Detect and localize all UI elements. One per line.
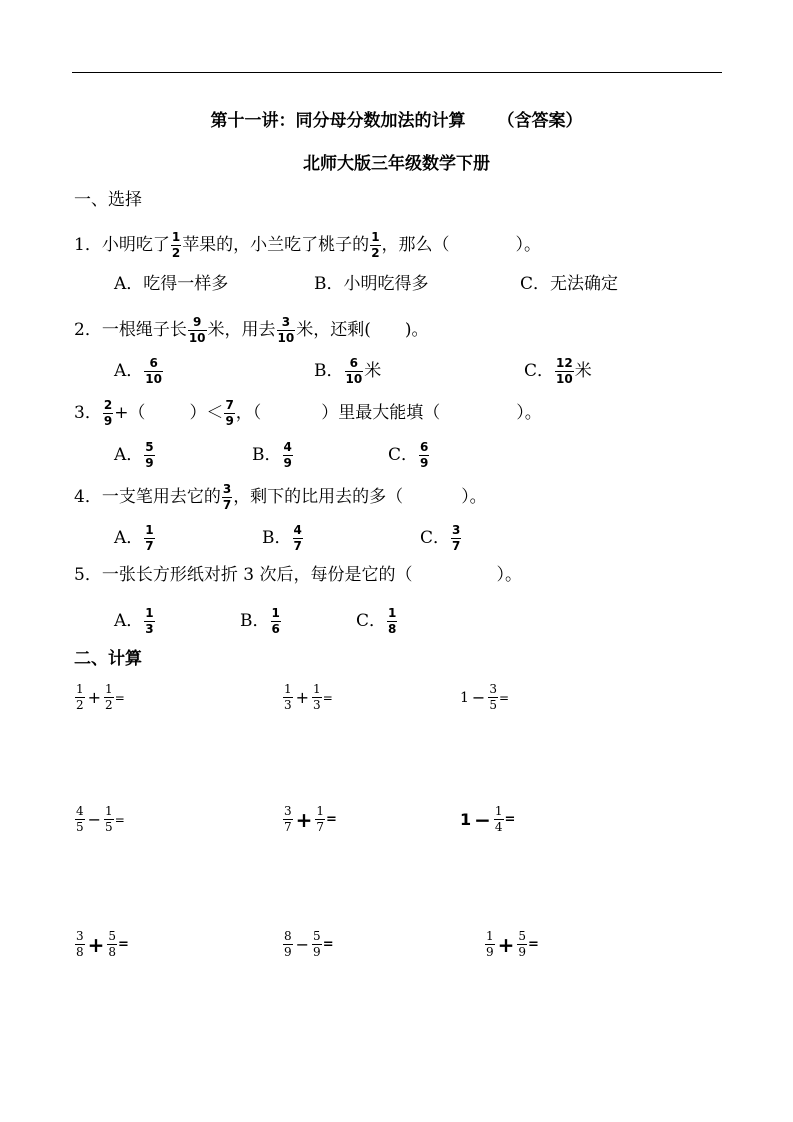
numerator: 1 bbox=[145, 606, 154, 620]
denominator: 2 bbox=[105, 698, 113, 712]
page-title bbox=[0, 106, 793, 131]
option-label: A． bbox=[114, 528, 144, 548]
q2-text: 一根绳子长 bbox=[101, 320, 187, 340]
calc-item-4 bbox=[74, 805, 125, 834]
q3-fraction-1 bbox=[103, 399, 113, 428]
calc-fraction-b bbox=[494, 805, 504, 834]
numerator: 5 bbox=[518, 929, 527, 943]
denominator: 10 bbox=[188, 331, 206, 345]
denominator: 7 bbox=[293, 539, 302, 553]
q3-fraction-2 bbox=[224, 399, 234, 428]
calc-fraction-a bbox=[75, 805, 85, 834]
option-label: B． bbox=[314, 361, 344, 381]
denominator: 9 bbox=[313, 945, 321, 959]
option-label: A． bbox=[114, 361, 144, 381]
numerator: 4 bbox=[293, 523, 302, 537]
denominator: 2 bbox=[171, 246, 181, 260]
numerator: 7 bbox=[225, 398, 234, 412]
calc-fraction-a bbox=[283, 805, 293, 834]
calc-item-1 bbox=[74, 683, 125, 712]
q5-option-b[interactable] bbox=[240, 607, 282, 636]
option-fraction bbox=[451, 524, 461, 553]
numerator: 3 bbox=[284, 804, 292, 818]
option-label: A． bbox=[114, 611, 144, 631]
q2-fraction-2 bbox=[277, 316, 296, 345]
denominator: 10 bbox=[145, 372, 162, 386]
denominator: 8 bbox=[76, 945, 84, 959]
denominator: 6 bbox=[271, 622, 280, 636]
q3-text: +（ bbox=[114, 403, 146, 423]
numerator: 3 bbox=[452, 523, 461, 537]
denominator: 5 bbox=[76, 820, 84, 834]
calc-fraction-a bbox=[75, 930, 85, 959]
whole-number: 1 bbox=[460, 810, 472, 829]
calc-fraction-b bbox=[107, 930, 117, 959]
calc-fraction-a bbox=[485, 930, 495, 959]
denominator: 10 bbox=[345, 372, 363, 386]
equals-sign: = bbox=[114, 812, 125, 827]
equals-sign: = bbox=[528, 937, 539, 952]
minus-sign: − bbox=[295, 935, 310, 954]
option-label: C． bbox=[356, 611, 387, 631]
numerator: 5 bbox=[108, 929, 117, 943]
equals-sign: = bbox=[504, 812, 516, 827]
denominator: 7 bbox=[316, 820, 325, 834]
q2-fraction-1 bbox=[188, 316, 207, 345]
numerator: 9 bbox=[193, 315, 202, 329]
denominator: 2 bbox=[371, 246, 380, 260]
plus-sign: + bbox=[295, 688, 310, 707]
denominator: 9 bbox=[284, 945, 292, 959]
numerator: 1 bbox=[316, 804, 325, 818]
numerator: 1 bbox=[388, 606, 397, 620]
denominator: 2 bbox=[76, 698, 84, 712]
q3-text: ）＜ bbox=[189, 403, 224, 423]
q4-fraction-1 bbox=[222, 483, 232, 512]
numerator: 5 bbox=[313, 929, 321, 943]
denominator: 9 bbox=[225, 414, 234, 428]
q2-option-c[interactable] bbox=[524, 357, 592, 386]
numerator: 1 bbox=[76, 682, 84, 696]
plus-sign: + bbox=[295, 807, 313, 832]
q1-option-c[interactable]: C．无法确定 bbox=[520, 274, 619, 294]
option-fraction bbox=[293, 524, 303, 553]
q1-fraction-1 bbox=[171, 231, 181, 260]
q5-number: 5． bbox=[74, 565, 102, 585]
option-label: A． bbox=[114, 445, 144, 465]
numerator: 1 bbox=[105, 804, 113, 818]
option-label: C． bbox=[524, 361, 555, 381]
q3-text: ，（ bbox=[235, 403, 262, 423]
calc-fraction-a bbox=[283, 683, 293, 712]
calc-fraction-b bbox=[315, 805, 325, 834]
q4-text: ）。 bbox=[461, 487, 487, 507]
calc-item-7 bbox=[74, 930, 129, 959]
option-fraction bbox=[144, 441, 154, 470]
q2-text: )。 bbox=[404, 320, 429, 340]
plus-sign: + bbox=[497, 932, 515, 957]
question-2 bbox=[74, 316, 429, 345]
denominator: 7 bbox=[452, 539, 461, 553]
numerator: 1 bbox=[171, 230, 181, 244]
numerator: 1 bbox=[271, 606, 280, 620]
numerator: 12 bbox=[556, 356, 573, 370]
numerator: 1 bbox=[486, 929, 494, 943]
q4-option-b[interactable] bbox=[262, 524, 304, 553]
calc-fraction-a bbox=[75, 683, 85, 712]
equals-sign: = bbox=[118, 937, 129, 952]
page-subtitle: 北师大版三年级数学下册 bbox=[303, 154, 490, 174]
denominator: 9 bbox=[103, 414, 113, 428]
plus-sign: + bbox=[87, 932, 105, 957]
q1-number: 1． bbox=[74, 235, 102, 255]
q1-text: 小明吃了 bbox=[101, 235, 170, 255]
option-fraction bbox=[419, 441, 429, 470]
denominator: 7 bbox=[145, 539, 154, 553]
equals-sign: = bbox=[322, 690, 333, 705]
numerator: 1 bbox=[371, 230, 380, 244]
numerator: 3 bbox=[489, 682, 497, 696]
numerator: 6 bbox=[349, 356, 359, 370]
q1-fraction-2 bbox=[370, 231, 380, 260]
plus-sign: + bbox=[87, 688, 102, 707]
denominator: 9 bbox=[283, 456, 292, 470]
q1-text: ）。 bbox=[515, 235, 542, 255]
q4-option-c[interactable] bbox=[420, 524, 462, 553]
option-label: C． bbox=[420, 528, 451, 548]
q3-option-c[interactable] bbox=[388, 441, 430, 470]
denominator: 10 bbox=[556, 372, 573, 386]
numerator: 8 bbox=[284, 929, 292, 943]
calc-fraction-b bbox=[312, 683, 322, 712]
option-fraction bbox=[144, 524, 154, 553]
denominator: 7 bbox=[222, 498, 232, 512]
denominator: 8 bbox=[388, 622, 397, 636]
denominator: 3 bbox=[313, 698, 321, 712]
q3-option-b[interactable] bbox=[252, 441, 294, 470]
q3-text: ）里最大能填（ bbox=[321, 403, 441, 423]
numerator: 3 bbox=[222, 482, 232, 496]
denominator: 4 bbox=[494, 820, 503, 834]
calc-fraction-b bbox=[312, 930, 322, 959]
q1-option-a[interactable]: A．吃得一样多 bbox=[114, 274, 229, 294]
calc-item-3 bbox=[460, 683, 509, 712]
denominator: 5 bbox=[489, 698, 497, 712]
q5-text: ）。 bbox=[496, 565, 522, 585]
option-label: B． bbox=[240, 611, 270, 631]
section2-heading: 二、计算 bbox=[74, 649, 142, 669]
numerator: 1 bbox=[494, 804, 503, 818]
q2-text: 米，用去 bbox=[207, 320, 276, 340]
equals-sign: = bbox=[326, 812, 337, 827]
equals-sign: = bbox=[498, 690, 510, 705]
numerator: 2 bbox=[103, 398, 113, 412]
numerator: 1 bbox=[105, 682, 113, 696]
calc-fraction-b bbox=[104, 683, 114, 712]
question-1 bbox=[74, 231, 541, 260]
equals-sign: = bbox=[114, 690, 125, 705]
q4-text: 一支笔用去它的 bbox=[101, 487, 221, 507]
denominator: 9 bbox=[518, 945, 527, 959]
q1-text: ，那么（ bbox=[381, 235, 450, 255]
calc-item-5 bbox=[282, 805, 337, 834]
question-4 bbox=[74, 483, 487, 512]
header-rule bbox=[72, 72, 722, 73]
option-fraction bbox=[283, 441, 293, 470]
numerator: 6 bbox=[420, 440, 429, 454]
denominator: 3 bbox=[145, 622, 154, 636]
q5-text: 一张长方形纸对折 3 次后，每份是它的（ bbox=[101, 565, 413, 585]
q4-text: ，剩下的比用去的多（ bbox=[233, 487, 404, 507]
whole-number: 1 bbox=[460, 689, 469, 706]
numerator: 6 bbox=[149, 356, 158, 370]
option-fraction bbox=[555, 357, 574, 386]
option-unit: 米 bbox=[364, 361, 382, 381]
numerator: 3 bbox=[281, 315, 291, 329]
numerator: 3 bbox=[76, 929, 84, 943]
numerator: 4 bbox=[76, 804, 84, 818]
option-label: C． bbox=[388, 445, 419, 465]
denominator: 8 bbox=[108, 945, 117, 959]
minus-sign: − bbox=[87, 810, 102, 829]
q3-option-a[interactable] bbox=[114, 441, 156, 470]
q2-number: 2． bbox=[74, 320, 102, 340]
q1-text: 苹果的，小兰吃了桃子的 bbox=[182, 235, 370, 255]
denominator: 3 bbox=[284, 698, 292, 712]
calc-item-2 bbox=[282, 683, 333, 712]
calc-fraction-b bbox=[488, 683, 498, 712]
calc-item-6 bbox=[460, 805, 515, 834]
equals-sign: = bbox=[322, 937, 334, 952]
calc-fraction-b bbox=[104, 805, 114, 834]
q3-text: ）。 bbox=[516, 403, 542, 423]
option-unit: 米 bbox=[574, 361, 592, 381]
minus-sign: − bbox=[471, 688, 486, 707]
title-main: 第十一讲：同分母分数加法的计算 bbox=[210, 111, 466, 131]
q3-number: 3． bbox=[74, 403, 102, 423]
numerator: 1 bbox=[313, 682, 321, 696]
calc-fraction-b bbox=[517, 930, 527, 959]
option-fraction bbox=[144, 607, 154, 636]
denominator: 10 bbox=[277, 331, 295, 345]
q2-option-a[interactable] bbox=[114, 357, 164, 386]
denominator: 9 bbox=[486, 945, 494, 959]
numerator: 1 bbox=[145, 523, 154, 537]
calc-item-8 bbox=[282, 930, 334, 959]
q5-option-a[interactable] bbox=[114, 607, 156, 636]
numerator: 5 bbox=[145, 440, 154, 454]
q4-option-a[interactable] bbox=[114, 524, 156, 553]
denominator: 5 bbox=[105, 820, 113, 834]
question-3 bbox=[74, 399, 542, 428]
numerator: 4 bbox=[283, 440, 292, 454]
denominator: 9 bbox=[145, 456, 154, 470]
q2-option-b[interactable] bbox=[314, 357, 381, 386]
section1-heading: 一、选择 bbox=[74, 190, 142, 210]
denominator: 9 bbox=[420, 456, 429, 470]
calc-item-9 bbox=[484, 930, 539, 959]
q1-option-b[interactable]: B．小明吃得多 bbox=[314, 274, 429, 294]
option-label: B． bbox=[262, 528, 292, 548]
question-5 bbox=[74, 565, 522, 585]
option-fraction bbox=[271, 607, 281, 636]
denominator: 7 bbox=[284, 820, 292, 834]
option-fraction bbox=[144, 357, 163, 386]
minus-sign: − bbox=[474, 807, 491, 832]
option-fraction bbox=[345, 357, 364, 386]
calc-fraction-a bbox=[283, 930, 293, 959]
q5-option-c[interactable] bbox=[356, 607, 398, 636]
q4-number: 4． bbox=[74, 487, 102, 507]
q2-text: 米，还剩( bbox=[296, 320, 371, 340]
option-fraction bbox=[387, 607, 397, 636]
numerator: 1 bbox=[284, 682, 292, 696]
option-label: B． bbox=[252, 445, 282, 465]
title-note: （含答案） bbox=[497, 111, 583, 131]
